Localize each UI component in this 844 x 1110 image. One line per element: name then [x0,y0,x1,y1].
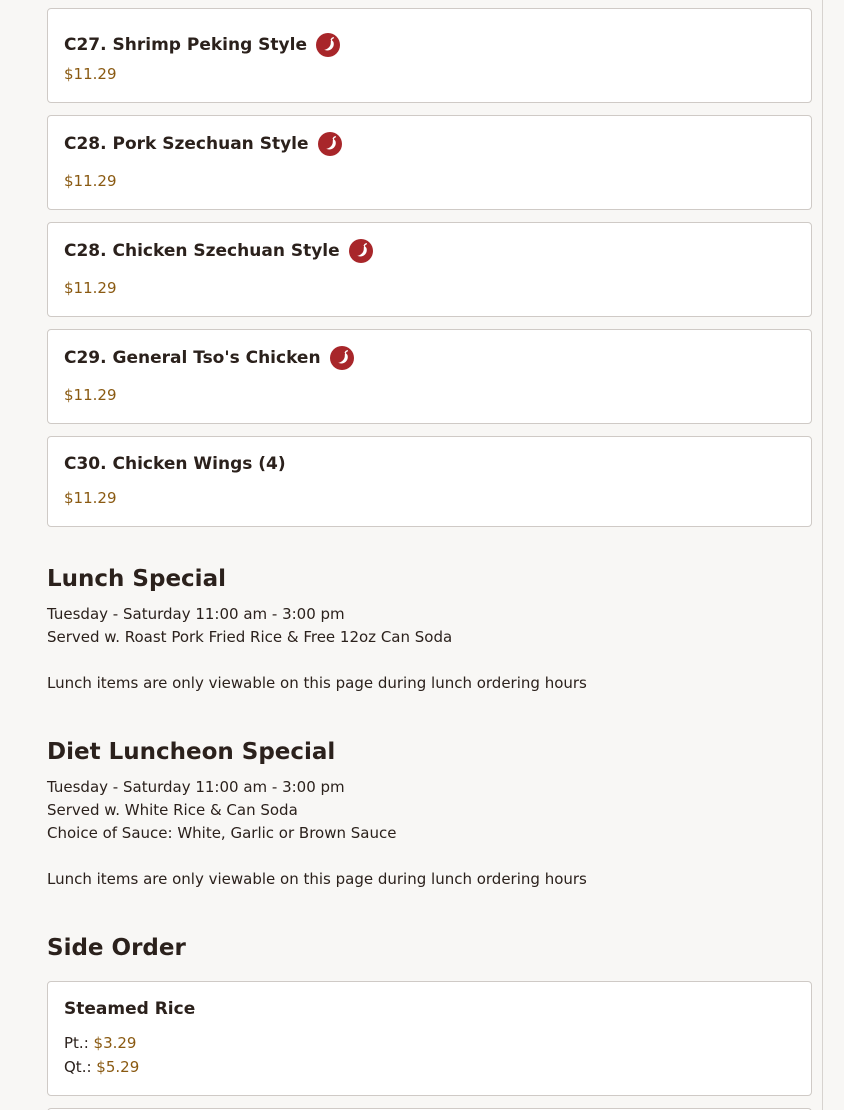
chili-pepper-icon [316,33,340,57]
menu-item-name: Steamed Rice [64,999,196,1019]
size-price: $3.29 [93,1034,137,1052]
menu-item-card[interactable] [47,115,812,210]
chili-pepper-icon [330,346,354,370]
diet-special-served: Served w. White Rice & Can Soda [47,801,298,819]
size-price-row[interactable] [64,1058,139,1076]
section-title-side-order: Side Order [47,935,186,961]
menu-item-card[interactable] [47,8,812,103]
menu-item-name-row [64,132,342,156]
scrollbar-track[interactable] [822,0,823,1110]
menu-item-price: $11.29 [64,489,117,507]
menu-item-name: C28. Chicken Szechuan Style [64,241,340,261]
diet-special-note: Lunch items are only viewable on this page during lunch ordering hours [47,870,587,888]
size-label: Qt.: [64,1058,92,1076]
size-price: $5.29 [96,1058,140,1076]
chili-pepper-icon [349,239,373,263]
menu-item-price: $11.29 [64,172,117,190]
menu-item-name-row [64,346,354,370]
menu-item-card[interactable] [47,436,812,527]
menu-item-name-row [64,999,195,1019]
menu-item-card[interactable] [47,981,812,1096]
menu-item-name-row [64,239,373,263]
menu-item-name: C29. General Tso's Chicken [64,348,321,368]
menu-item-card[interactable] [47,222,812,317]
menu-item-name-row [64,33,340,57]
lunch-special-note: Lunch items are only viewable on this page during lunch ordering hours [47,674,587,692]
diet-special-hours: Tuesday - Saturday 11:00 am - 3:00 pm [47,778,345,796]
size-price-row[interactable] [64,1034,136,1052]
section-title-lunch-special: Lunch Special [47,566,226,592]
menu-item-name: C28. Pork Szechuan Style [64,134,309,154]
menu-item-card[interactable] [47,329,812,424]
section-title-diet-luncheon-special: Diet Luncheon Special [47,739,336,765]
size-label: Pt.: [64,1034,89,1052]
lunch-special-hours: Tuesday - Saturday 11:00 am - 3:00 pm [47,605,345,623]
lunch-special-served: Served w. Roast Pork Fried Rice & Free 12oz Can Soda [47,628,453,646]
menu-item-name-row [64,454,286,474]
menu-item-price: $11.29 [64,386,117,404]
menu-item-name: C27. Shrimp Peking Style [64,35,307,55]
menu-item-price: $11.29 [64,65,117,83]
chili-pepper-icon [318,132,342,156]
menu-item-price: $11.29 [64,279,117,297]
diet-special-sauce: Choice of Sauce: White, Garlic or Brown Sauce [47,824,397,842]
menu-item-name: C30. Chicken Wings (4) [64,454,286,474]
